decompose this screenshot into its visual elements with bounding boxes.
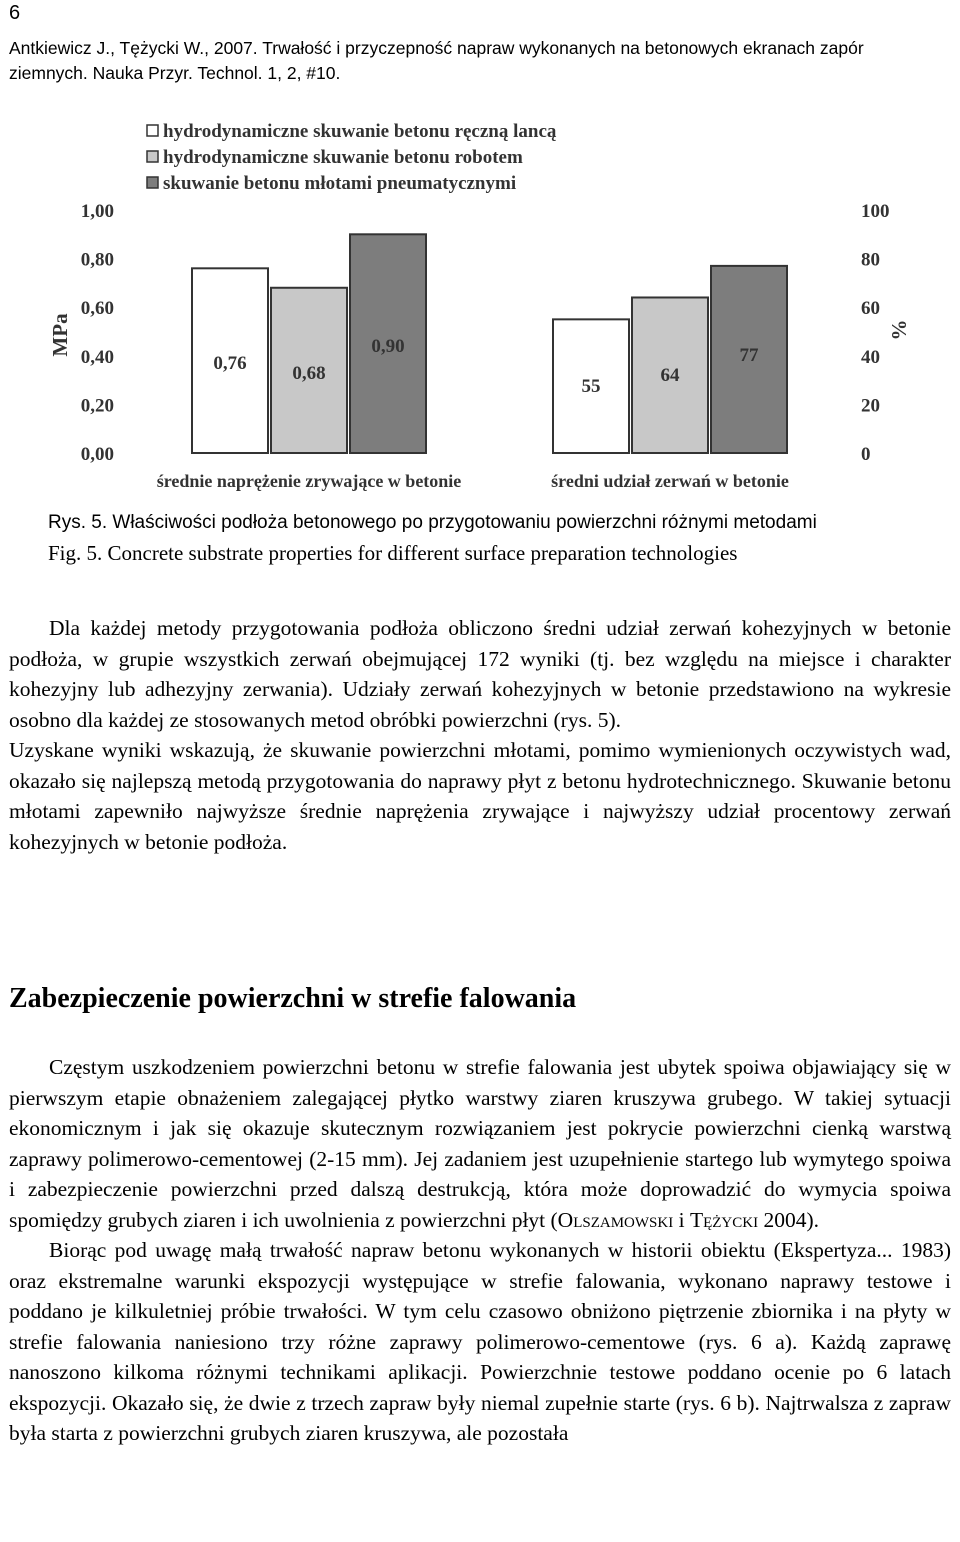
page-number: 6 — [9, 2, 21, 24]
legend-label: hydrodynamiczne skuwanie betonu ręczną lancą — [163, 121, 557, 142]
right-tick-label: 40 — [861, 346, 880, 368]
bar-value-label: 0,68 — [292, 363, 326, 384]
figure-caption-en: Fig. 5. Concrete substrate properties for different surface preparation technologies — [48, 541, 738, 565]
paragraph: Biorąc pod uwagę małą trwałość napraw betonu wykonanych w historii obiektu (Ekspertyza... 1983) oraz ekstremalne warunki ekspozycji występujące w strefie falowania, wykonano naprawy testowe i poddano je kilkuletniej próbie trwałości. W tym celu czasowo obniżono piętrzenie zbiornika i na płyty w strefie falowania naniesiono trzy różne zaprawy polimerowo-cementowe (rys. 6 a). Każdą zaprawę nanoszono kilkoma różnymi technikami aplikacji. Powierzchnie testowe poddano ocenie po 6 latach ekspozycji. Okazało się, że dwie z trzech zapraw były niemal zupełnie starte (rys. 6 b). Najtrwalsza z zapraw była starta z powierzchni grubych ziaren kruszywa, ale pozostała — [9, 1238, 951, 1445]
paragraph: Dla każdej metody przygotowania podłoża obliczono średni udział zerwań kohezyjnych w betonie podłoża, w grupie wszystkich zerwań obejmującej 172 wyniki (tj. bez względu na miejsce i charakter kohezyjny lub adhezyjny zerwania). Udziały zerwań kohezyjnych w betonie przedstawiono na wykresie osobno dla każdej ze stosowanych metod obróbki powierzchni (rys. 5). — [9, 616, 951, 732]
bar-value-label: 0,76 — [213, 353, 247, 374]
legend-swatch — [147, 151, 158, 162]
left-tick-label: 0,20 — [80, 395, 114, 417]
category-label: średnie naprężenie zrywające w betonie — [156, 471, 462, 491]
body-block-1 — [9, 613, 951, 857]
left-tick-label: 0,00 — [80, 444, 114, 465]
chart-legend — [147, 121, 557, 194]
bar-chart — [40, 115, 920, 500]
left-tick-label: 1,00 — [80, 201, 114, 222]
bar-value-label: 0,90 — [371, 336, 405, 357]
chart-bars — [192, 234, 787, 453]
section-title: Zabezpieczenie powierzchni w strefie falowania — [9, 983, 577, 1014]
chart-category-labels — [157, 471, 789, 491]
right-tick-label: 0 — [861, 444, 871, 465]
figure-caption-pl: Rys. 5. Właściwości podłoża betonowego po przygotowaniu powierzchni różnymi metodami — [48, 512, 817, 533]
legend-label: hydrodynamiczne skuwanie betonu robotem — [163, 147, 523, 168]
paragraph: Częstym uszkodzeniem powierzchni betonu w strefie falowania jest ubytek spoiwa objawiający się w pierwszym etapie obnażeniem zalegającej płytko warstwy ziaren kruszywa grubego. W takiej sytuacji ekonomicznym i jak się okazuje skutecznym rozwiązaniem jest pokrycie powierzchni cienką warstwą zaprawy polimerowo-cementowej (2-15 mm). Jej zadaniem jest uzupełnienie startego lub wymytego spoiwa i zabezpieczenie powierzchni przed dalszą destrukcją, która może doprowadzić do wymycia spoiwa spomiędzy grubych ziaren i ich uwolnienia z powierzchni płyt (Olszamowski i Tężycki 2004). — [9, 1055, 951, 1232]
right-axis-label: % — [887, 319, 911, 341]
right-tick-label: 60 — [861, 298, 880, 320]
legend-swatch — [147, 125, 158, 136]
left-tick-label: 0,80 — [80, 249, 114, 271]
right-tick-label: 100 — [861, 201, 890, 222]
bar-value-label: 77 — [739, 345, 759, 366]
left-tick-label: 0,60 — [80, 298, 114, 320]
bar-value-label: 55 — [581, 376, 601, 397]
legend-swatch — [147, 177, 158, 188]
bar-value-label: 64 — [660, 365, 680, 386]
right-axis-ticks — [861, 201, 890, 465]
left-tick-label: 0,40 — [80, 346, 114, 368]
right-tick-label: 80 — [861, 249, 880, 271]
body-block-2 — [9, 1052, 951, 1449]
paragraph: Uzyskane wyniki wskazują, że skuwanie powierzchni młotami, pomimo wymienionych oczywistych wad, okazało się najlepszą metodą przygotowania do naprawy płyt z betonu hydrotechnicznego. Skuwanie betonu młotami zapewniło najwyższe średnie naprężenia zrywające i najwyższy udział procentowy zerwań kohezyjnych w betonie podłoża. — [9, 738, 951, 854]
right-tick-label: 20 — [861, 395, 880, 417]
category-label: średni udział zerwań w betonie — [551, 471, 789, 491]
citation-author: Olszamowski — [557, 1207, 674, 1232]
citation-header: Antkiewicz J., Tężycki W., 2007. Trwałość i przyczepność napraw wykonanych na betonowych ekranach zapór ziemnych. Nauka Przyr. Technol. 1, 2, #10. — [9, 38, 864, 83]
legend-label: skuwanie betonu młotami pneumatycznymi — [163, 173, 517, 194]
citation-author: Tężycki — [689, 1207, 759, 1232]
left-axis-ticks — [81, 201, 114, 465]
left-axis-label: MPa — [48, 313, 72, 357]
